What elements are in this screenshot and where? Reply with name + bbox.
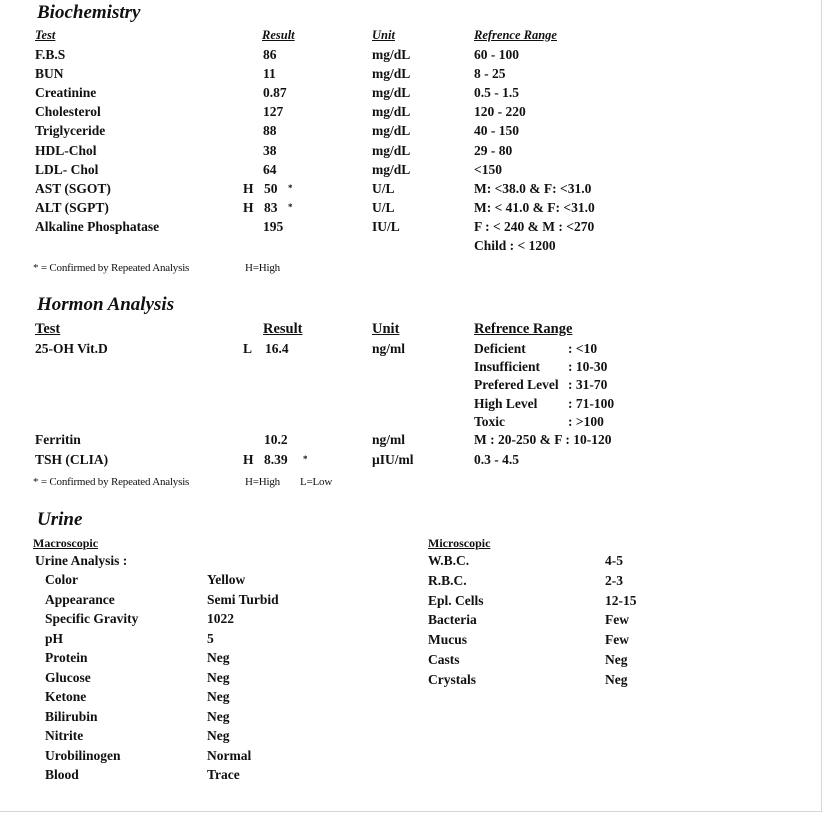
unit: µIU/ml — [372, 452, 414, 467]
macro-value: Neg — [207, 708, 230, 724]
flag: L — [243, 341, 253, 356]
list-item — [0, 689, 828, 708]
list-item — [0, 728, 828, 747]
result-value: 11 — [263, 66, 276, 82]
unit: mg/dL — [372, 123, 411, 139]
micro-label: Epl. Cells — [428, 592, 484, 608]
biochemistry-header-row — [0, 28, 828, 47]
header-range: Refrence Range — [474, 28, 557, 42]
list-item — [0, 573, 828, 592]
list-item — [0, 612, 828, 631]
macro-value: Neg — [207, 669, 230, 685]
table-row — [0, 162, 828, 181]
flag: H — [243, 452, 254, 467]
macro-value: 5 — [207, 630, 214, 646]
test-name: Cholesterol — [35, 104, 101, 120]
range: 0.5 - 1.5 — [474, 85, 519, 101]
macro-value: 1022 — [207, 611, 234, 626]
range: 0.3 - 4.5 — [474, 452, 519, 467]
header-test: Test — [35, 321, 61, 337]
macro-value: Neg — [207, 689, 230, 704]
test-name: 25-OH Vit.D — [35, 341, 108, 356]
range-label: Deficient — [474, 341, 526, 356]
result-value: 88 — [263, 123, 277, 139]
result-value: 16.4 — [265, 341, 289, 356]
result-value: 86 — [263, 47, 277, 62]
biochemistry-note-row — [0, 262, 828, 281]
macro-label: pH — [45, 630, 64, 646]
test-name: Alkaline Phosphatase — [35, 218, 160, 234]
hormon-note-row — [0, 476, 828, 495]
range-label: Toxic — [474, 413, 506, 429]
macro-label: Glucose — [45, 669, 91, 685]
table-row — [0, 219, 828, 238]
reference-range-row — [0, 377, 828, 396]
table-row — [0, 47, 828, 66]
confirm-star: * — [288, 182, 293, 193]
range: 120 - 220 — [474, 104, 526, 120]
list-item — [0, 553, 828, 572]
test-name: HDL-Chol — [35, 142, 97, 158]
test-name: Creatinine — [35, 85, 97, 101]
result-value: 195 — [263, 218, 284, 234]
hormon-header-row — [0, 321, 828, 340]
macro-label: Bilirubin — [45, 708, 98, 724]
range-value: : >100 — [568, 413, 604, 429]
test-name: LDL- Chol — [35, 161, 99, 177]
reference-range-row — [0, 396, 828, 415]
test-name: ALT (SGPT) — [35, 199, 109, 215]
list-item — [0, 748, 828, 767]
table-row — [0, 104, 828, 123]
micro-value: Neg — [605, 671, 628, 687]
table-row — [0, 143, 828, 162]
range: M: < 41.0 & F: <31.0 — [474, 199, 595, 215]
unit: IU/L — [372, 218, 400, 234]
unit: mg/dL — [372, 66, 411, 82]
test-name: AST (SGOT) — [35, 180, 111, 196]
unit: ng/ml — [372, 432, 406, 447]
unit: mg/dL — [372, 85, 411, 101]
confirm-star: * — [288, 201, 293, 212]
unit: U/L — [372, 180, 395, 196]
unit: U/L — [372, 199, 395, 215]
table-row — [0, 200, 828, 219]
range-label: Prefered Level — [474, 377, 559, 393]
biochemistry-extra-range-row — [0, 238, 828, 257]
tsh-row — [0, 452, 828, 471]
test-name: Ferritin — [35, 432, 81, 447]
header-unit: Unit — [372, 28, 395, 42]
macro-value: Yellow — [207, 572, 246, 587]
micro-label: Mucus — [428, 632, 468, 648]
urine-analysis-label: Urine Analysis : — [35, 553, 128, 568]
micro-value: Neg — [605, 652, 628, 667]
legend-high: H=High — [245, 262, 280, 274]
micro-value: 2-3 — [605, 572, 623, 588]
list-item — [0, 593, 828, 612]
result-value: 83 — [264, 199, 278, 215]
range: M : 20-250 & F : 10-120 — [474, 432, 612, 447]
unit: ng/ml — [372, 341, 406, 356]
ferritin-row — [0, 432, 828, 451]
micro-value: 4-5 — [605, 553, 623, 568]
result-value: 10.2 — [264, 432, 288, 447]
reference-range-row — [0, 341, 828, 360]
range: 40 - 150 — [474, 123, 519, 139]
macro-label: Specific Gravity — [45, 611, 139, 626]
unit: mg/dL — [372, 47, 411, 62]
micro-label: Casts — [428, 652, 460, 667]
macro-label: Appearance — [45, 591, 115, 607]
macro-label: Protein — [45, 650, 88, 665]
urine-title: Urine — [37, 509, 83, 530]
micro-value: Few — [605, 612, 629, 628]
microscopic-header: Microscopic — [428, 536, 491, 550]
result-value: 0.87 — [263, 85, 287, 101]
macro-label: Nitrite — [45, 728, 84, 743]
header-range: Refrence Range — [474, 321, 573, 337]
header-unit: Unit — [372, 321, 400, 337]
reference-range-row — [0, 359, 828, 378]
macro-label: Color — [45, 572, 78, 587]
micro-label: Crystals — [428, 671, 476, 687]
range-value: : 31-70 — [568, 377, 608, 393]
header-result: Result — [262, 28, 295, 42]
table-row — [0, 123, 828, 142]
macro-value: Normal — [207, 747, 252, 763]
range: 8 - 25 — [474, 66, 506, 82]
test-name: BUN — [35, 66, 64, 82]
macro-label: Ketone — [45, 689, 87, 704]
result-value: 64 — [263, 161, 277, 177]
range: <150 — [474, 161, 502, 177]
unit: mg/dL — [372, 142, 411, 158]
flag: H — [243, 180, 254, 196]
test-name: F.B.S — [35, 47, 66, 62]
macro-label: Blood — [45, 767, 79, 782]
micro-label: Bacteria — [428, 612, 477, 628]
test-name: TSH (CLIA) — [35, 452, 109, 467]
flag: H — [243, 199, 254, 215]
list-item — [0, 709, 828, 728]
list-item — [0, 652, 828, 671]
micro-value: 12-15 — [605, 592, 637, 608]
confirmed-note: * = Confirmed by Repeated Analysis — [33, 262, 190, 274]
table-row — [0, 181, 828, 200]
macroscopic-header: Macroscopic — [33, 536, 99, 550]
reference-range-row — [0, 414, 828, 433]
range-value: : 10-30 — [568, 359, 608, 375]
header-result: Result — [263, 321, 303, 337]
macro-label: Urobilinogen — [45, 747, 121, 763]
result-value: 50 — [264, 180, 278, 196]
legend-low: L=Low — [300, 476, 333, 488]
list-item — [0, 632, 828, 651]
macro-value: Trace — [207, 767, 240, 782]
list-item — [0, 767, 828, 786]
macro-value: Neg — [207, 728, 230, 743]
micro-value: Few — [605, 632, 629, 648]
result-value: 127 — [263, 104, 284, 120]
list-item — [0, 669, 828, 691]
extra-range: Child : < 1200 — [474, 238, 556, 253]
table-row — [0, 85, 828, 104]
range: M: <38.0 & F: <31.0 — [474, 180, 592, 196]
unit: mg/dL — [372, 161, 411, 177]
range-label: Insufficient — [474, 359, 541, 375]
table-row — [0, 66, 828, 85]
biochemistry-title: Biochemistry — [37, 2, 141, 23]
header-test: Test — [35, 28, 56, 42]
unit: mg/dL — [372, 104, 411, 120]
range-value: : 71-100 — [568, 395, 615, 411]
confirm-star: * — [303, 454, 308, 464]
confirmed-note: * = Confirmed by Repeated Analysis — [33, 476, 190, 488]
micro-label: R.B.C. — [428, 572, 467, 588]
macro-value: Neg — [207, 650, 230, 665]
range-label: High Level — [474, 395, 538, 411]
result-value: 8.39 — [264, 452, 288, 467]
range: 60 - 100 — [474, 47, 519, 62]
result-value: 38 — [263, 142, 277, 158]
micro-label: W.B.C. — [428, 553, 470, 568]
range: 29 - 80 — [474, 142, 513, 158]
hormon-title: Hormon Analysis — [37, 294, 175, 315]
test-name: Triglyceride — [35, 123, 106, 139]
range-value: : <10 — [568, 341, 598, 356]
macro-value: Semi Turbid — [207, 591, 279, 607]
legend-high: H=High — [245, 476, 280, 488]
range: F : < 240 & M : <270 — [474, 218, 595, 234]
